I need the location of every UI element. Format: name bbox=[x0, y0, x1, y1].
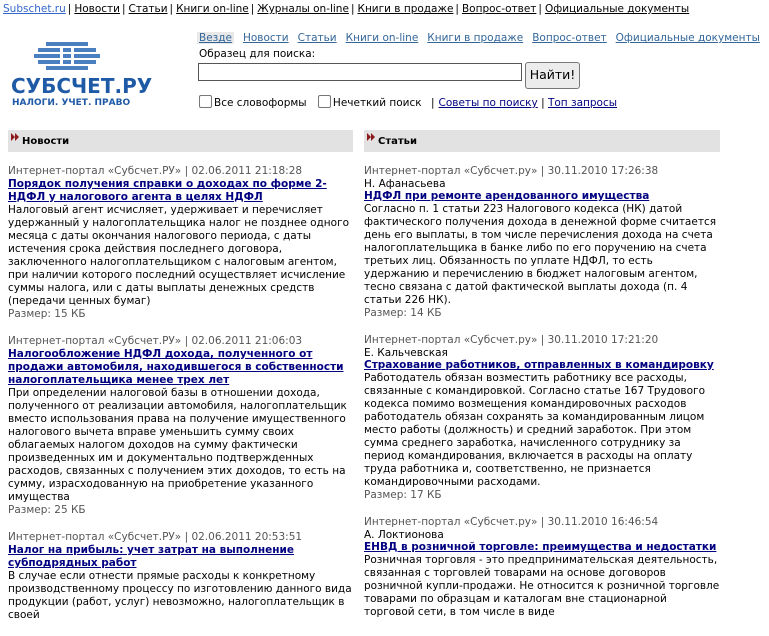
top-nav-qa[interactable]: Вопрос-ответ bbox=[461, 3, 537, 15]
search-scopes bbox=[197, 32, 760, 44]
scope-books-online[interactable]: Книги on-line bbox=[345, 32, 419, 44]
articles-column bbox=[364, 130, 720, 618]
news-item bbox=[8, 335, 353, 517]
news-section-title: Новости bbox=[22, 136, 70, 147]
search-options: Все словоформы Нечеткий поиск | Советы по поиску | Топ запросы bbox=[199, 95, 617, 109]
article-meta: Интернет-портал «Субсчет.ру» | 30.11.2010 17:26:38 bbox=[364, 165, 659, 177]
top-nav-books-sale[interactable]: Книги в продаже bbox=[357, 3, 454, 15]
article-size: Размер: 14 КБ bbox=[364, 307, 442, 319]
articles-section-title: Статьи bbox=[378, 136, 418, 147]
logo-tagline: НАЛОГИ. УЧЕТ. ПРАВО bbox=[12, 98, 131, 108]
article-excerpt: Розничная торговля - это предпринимательская деятельность, связанная с торговлей товарами на основе договоров розничной купли-продажи. Не относится к розничной торговле товарами по образцам и каталогам вне стационарной торговой сети, в том числе в виде bbox=[364, 554, 720, 618]
scope-qa[interactable]: Вопрос-ответ bbox=[532, 32, 607, 44]
articles-list bbox=[364, 165, 720, 633]
all-wordforms-checkbox[interactable] bbox=[199, 95, 212, 108]
article-item bbox=[364, 516, 720, 619]
article-author: Е. Кальчевская bbox=[364, 347, 448, 359]
news-excerpt: Налоговый агент исчисляет, удерживает и перечисляет удержанный у налогоплательщика налог не позднее одного месяца с даты окончания налогового периода, с даты истечения срока действия последнего договора, заключенного налогоплательщиком с налоговым агентом, при наличии которого последний осуществляет исчисление суммы налога, или с даты выплаты денежных средств (передачи ценных бумаг) bbox=[8, 204, 350, 307]
logo-graphic bbox=[8, 42, 153, 110]
news-meta: Интернет-портал «Субсчет.РУ» | 02.06.2011 20:53:51 bbox=[8, 531, 303, 543]
news-title-link[interactable]: Налогообложение НДФЛ дохода, полученного от продажи автомобиля, находившегося в собственности налогоплательщика менее трех лет bbox=[8, 348, 344, 386]
double-arrow-icon bbox=[10, 132, 20, 142]
search-input[interactable] bbox=[198, 63, 522, 81]
news-list bbox=[8, 165, 353, 636]
top-nav-journals-online[interactable]: Журналы on-line bbox=[257, 3, 349, 15]
double-arrow-icon bbox=[366, 132, 376, 142]
news-item bbox=[8, 531, 353, 622]
top-queries-link[interactable]: Топ запросы bbox=[547, 97, 618, 109]
news-item bbox=[8, 165, 353, 321]
logo-wordmark: СУБСЧЕТ.РУ bbox=[11, 74, 153, 98]
scope-official-docs[interactable]: Официальные документы bbox=[615, 32, 760, 44]
search-panel bbox=[197, 32, 760, 109]
top-nav-news[interactable]: Новости bbox=[74, 3, 120, 15]
news-column bbox=[8, 130, 353, 621]
top-nav-books-online[interactable]: Книги on-line bbox=[176, 3, 249, 15]
article-excerpt: Работодатель обязан возместить работнику все расходы, связанные с командировкой. Согласно статье 167 Трудового кодекса помимо возмещения командировочных расходов работодатель обязан сохранять за командированным лицом место работы (должность) и средний заработок. При этом сумма среднего заработка, начисленного сотруднику за период командирования, включается в расходы на оплату труда работника и, соответственно, не признается командировочными расходами. bbox=[364, 372, 705, 488]
top-nav-site-link[interactable]: Subschet.ru bbox=[3, 3, 66, 15]
scope-everywhere[interactable]: Везде bbox=[199, 32, 232, 44]
news-size: Размер: 25 КБ bbox=[8, 504, 86, 516]
news-size: Размер: 15 КБ bbox=[8, 308, 86, 320]
news-meta: Интернет-портал «Субсчет.РУ» | 02.06.2011 21:06:03 bbox=[8, 335, 303, 347]
article-meta: Интернет-портал «Субсчет.ру» | 30.11.2010 17:21:20 bbox=[364, 334, 659, 346]
fuzzy-search-checkbox[interactable] bbox=[318, 95, 331, 108]
all-wordforms-label: Все словоформы bbox=[214, 97, 307, 109]
top-nav-official-docs[interactable]: Официальные документы bbox=[544, 3, 690, 15]
article-excerpt: Согласно п. 1 статьи 223 Налогового кодекса (НК) датой фактического получения дохода в денежной форме считается день его выплаты, в том числе перечисления дохода на счета налогоплательщика в банке либо по его поручению на счета третьих лиц. Обязанность по уплате НДФЛ, то есть удержанию и перечислению в бюджет налоговым агентом, тесно связана с датой фактической выплаты дохода (п. 4 статьи 226 НК). bbox=[364, 203, 717, 306]
article-author: А. Локтионова bbox=[364, 529, 444, 541]
article-size: Размер: 17 КБ bbox=[364, 489, 442, 501]
article-item bbox=[364, 334, 720, 502]
search-button[interactable]: Найти! bbox=[525, 62, 580, 89]
article-meta: Интернет-портал «Субсчет.ру» | 30.11.2010 16:46:54 bbox=[364, 516, 659, 528]
news-meta: Интернет-портал «Субсчет.РУ» | 02.06.2011 21:18:28 bbox=[8, 165, 303, 177]
article-author: Н. Афанасьева bbox=[364, 178, 446, 190]
article-title-link[interactable]: Страхование работников, отправленных в командировку bbox=[364, 359, 714, 371]
scope-articles[interactable]: Статьи bbox=[297, 32, 337, 44]
search-label: Образец для поиска: bbox=[199, 48, 316, 60]
articles-section-header bbox=[364, 130, 720, 152]
news-section-header bbox=[8, 130, 353, 152]
scope-news[interactable]: Новости bbox=[242, 32, 289, 44]
article-item bbox=[364, 165, 720, 320]
scope-books-sale[interactable]: Книги в продаже bbox=[427, 32, 524, 44]
news-excerpt: При определении налоговой базы в отношении дохода, полученного от реализации автомобиля, налогоплательщик вместо использования права на получение имущественного налогового вычета вправе уменьшить сумму своих облагаемых налогом доходов на сумму фактически произведенных им и документально подтвержденных расходов, связанных с получением этих доходов, то есть на сумму, израсходованную на приобретение указанного имущества bbox=[8, 387, 347, 503]
news-excerpt: В случае если отнести прямые расходы к конкретному производственному процессу по изготовлению данного вида продукции (работ, услуг) невозможно, налогоплательщик в своей bbox=[8, 570, 352, 621]
top-nav: Subschet.ru | Новости | Статьи | Книги on-line | Журналы on-line | Книги в продаже | Вопрос-ответ | Официальные документы bbox=[3, 3, 690, 15]
article-title-link[interactable]: ЕНВД в розничной торговле: преимущества и недостатки bbox=[364, 541, 717, 553]
fuzzy-search-label: Нечеткий поиск bbox=[332, 97, 422, 109]
news-title-link[interactable]: Порядок получения справки о доходах по форме 2-НДФЛ у налогового агента в целях НДФЛ bbox=[8, 178, 327, 203]
top-nav-articles[interactable]: Статьи bbox=[128, 3, 168, 15]
article-title-link[interactable]: НДФЛ при ремонте арендованного имущества bbox=[364, 190, 650, 202]
site-logo[interactable] bbox=[8, 42, 153, 110]
search-tips-link[interactable]: Советы по поиску bbox=[438, 97, 538, 109]
news-title-link[interactable]: Налог на прибыль: учет затрат на выполнение субподрядных работ bbox=[8, 544, 294, 569]
